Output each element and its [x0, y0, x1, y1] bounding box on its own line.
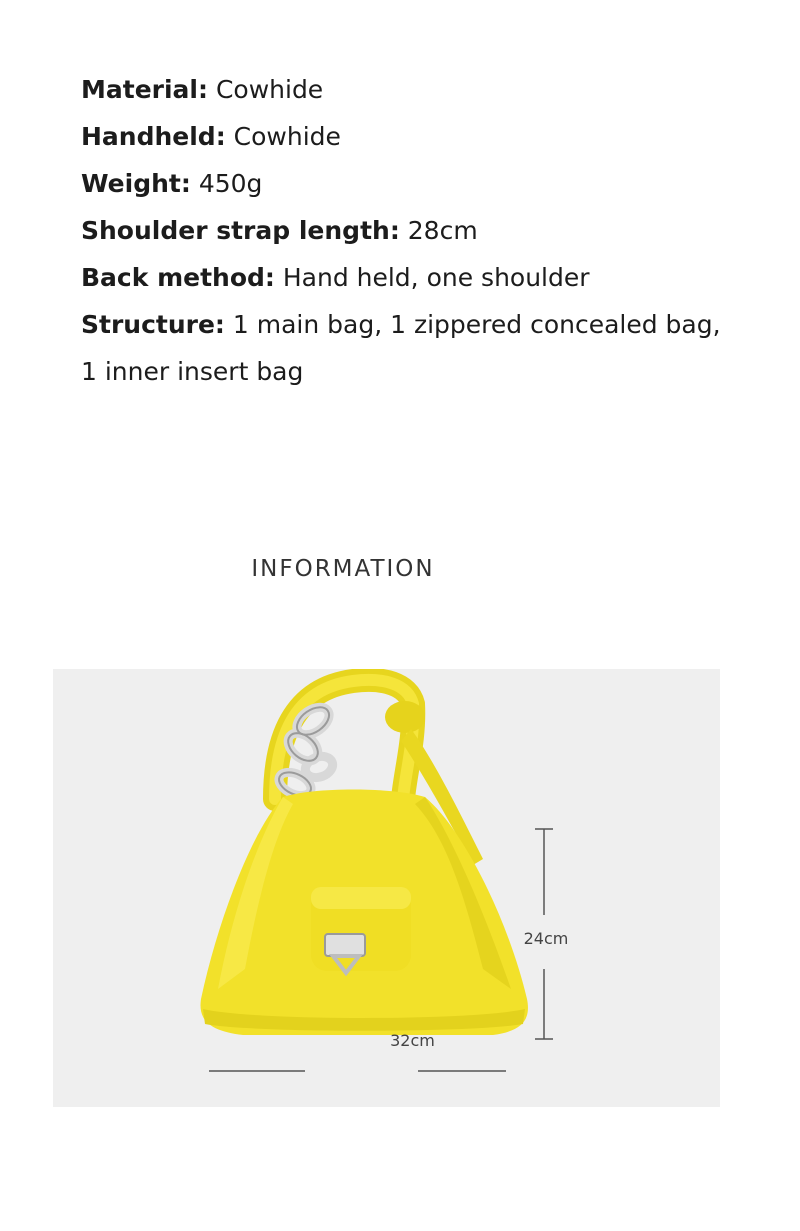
height-dimension-label: 24cm [523, 929, 569, 948]
spec-strap-length: Shoulder strap length: 28cm [81, 216, 478, 245]
product-photo [53, 669, 720, 1107]
spec-weight: Weight: 450g [81, 169, 263, 198]
spec-back-method: Back method: Hand held, one shoulder [81, 263, 590, 292]
section-title: INFORMATION [251, 556, 435, 582]
spec-list [81, 66, 761, 395]
spec-material: Material: Cowhide [81, 75, 324, 104]
spec-handheld: Handheld: Cowhide [81, 122, 341, 151]
width-dimension-label: 32cm [390, 1031, 435, 1050]
spec-structure-continuation: 1 inner insert bag [81, 357, 304, 386]
spec-structure: Structure: 1 main bag, 1 zippered concealed bag, [81, 310, 721, 339]
